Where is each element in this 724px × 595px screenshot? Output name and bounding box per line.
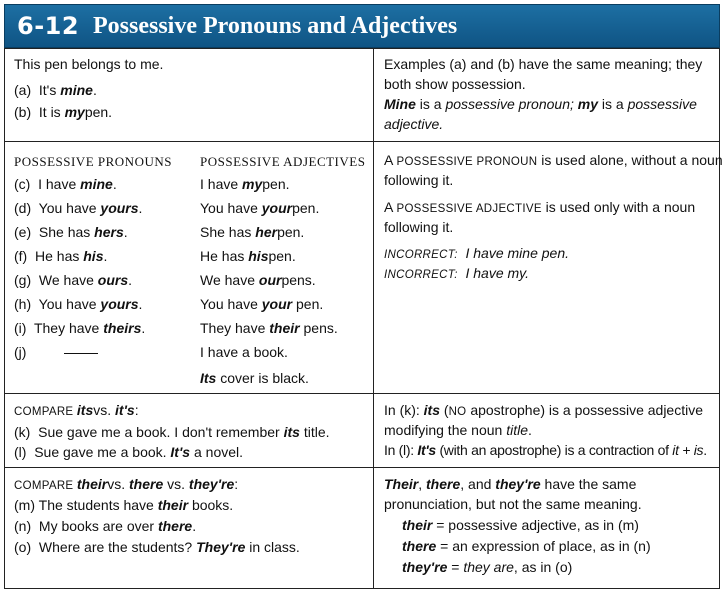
definition-their: their = possessive adjective, as in (m): [402, 517, 639, 533]
explanation-line: A POSSESSIVE PRONOUN is used alone, without a noun: [384, 152, 723, 168]
explanation-line: Examples (a) and (b) have the same meaning; they: [384, 56, 703, 72]
definition-there: there = an expression of place, as in (n): [402, 538, 651, 554]
adjective-row: You have your pen.: [200, 296, 324, 312]
example-a: (a) It's mine.: [14, 82, 97, 98]
pronoun-row: (i) They have theirs.: [14, 320, 146, 336]
example-k: (k) Sue gave me a book. I don't remember its title.: [14, 424, 330, 440]
adjective-row: She has herpen.: [200, 224, 305, 240]
its-cover-line: Its cover is black.: [200, 370, 309, 386]
example-m: (m) The students have their books.: [14, 497, 234, 513]
adjective-row: They have their pens.: [200, 320, 338, 336]
pronoun-row: (f) He has his.: [14, 248, 108, 264]
pronoun-row: (e) She has hers.: [14, 224, 128, 240]
adjective-row: I have mypen.: [200, 176, 290, 192]
explanation-line: A POSSESSIVE ADJECTIVE is used only with a noun: [384, 199, 696, 215]
adjective-row: You have yourpen.: [200, 200, 320, 216]
explanation-line: following it.: [384, 172, 454, 188]
pronoun-row: (j): [14, 344, 98, 361]
explanation-line: In (k): its (NO apostrophe) is a possessive adjective: [384, 402, 704, 418]
incorrect-example-1: INCORRECT: I have mine pen.: [384, 245, 569, 261]
explanation-line: adjective.: [384, 116, 444, 132]
explanation-line: In (l): It's (with an apostrophe) is a contraction of it + is.: [384, 442, 707, 458]
definition-theyre: they're = they are, as in (o): [402, 559, 573, 575]
example-n: (n) My books are over there.: [14, 518, 197, 534]
adjective-row: He has hispen.: [200, 248, 296, 264]
compare-their-heading: COMPARE theirvs. there vs. they're:: [14, 476, 239, 492]
header-possessive-adjectives: POSSESSIVE ADJECTIVES: [200, 154, 366, 169]
adjective-row: I have a book.: [200, 344, 288, 360]
example-o: (o) Where are the students? They're in class.: [14, 539, 300, 555]
column-divider: [373, 48, 374, 589]
header-possessive-pronouns: POSSESSIVE PRONOUNS: [14, 154, 172, 169]
pronoun-row: (d) You have yours.: [14, 200, 143, 216]
example-b: (b) It is mypen.: [14, 104, 113, 120]
blank-dash: [64, 353, 98, 354]
chart-number: 6-12: [17, 12, 80, 40]
explanation-line: pronunciation, but not the same meaning.: [384, 496, 642, 512]
explanation-line: both show possession.: [384, 76, 526, 92]
adjective-row: We have ourpens.: [200, 272, 316, 288]
explanation-line: Their, there, and they're have the same: [384, 476, 637, 492]
intro-sentence: This pen belongs to me.: [14, 56, 164, 72]
example-l: (l) Sue gave me a book. It's a novel.: [14, 444, 244, 460]
incorrect-example-2: INCORRECT: I have my.: [384, 265, 530, 281]
chart-title: Possessive Pronouns and Adjectives: [93, 13, 458, 39]
explanation-line: following it.: [384, 219, 454, 235]
explanation-line: modifying the noun title.: [384, 422, 532, 438]
explanation-line: Mine is a possessive pronoun; my is a possessive: [384, 96, 697, 112]
chart-header: [4, 4, 720, 48]
row-divider-1: [4, 141, 720, 142]
pronoun-row: (g) We have ours.: [14, 272, 133, 288]
pronoun-row: (c) I have mine.: [14, 176, 117, 192]
row-divider-3: [4, 467, 720, 468]
row-divider-2: [4, 393, 720, 394]
compare-its-heading: COMPARE itsvs. it's:: [14, 402, 139, 418]
pronoun-row: (h) You have yours.: [14, 296, 143, 312]
